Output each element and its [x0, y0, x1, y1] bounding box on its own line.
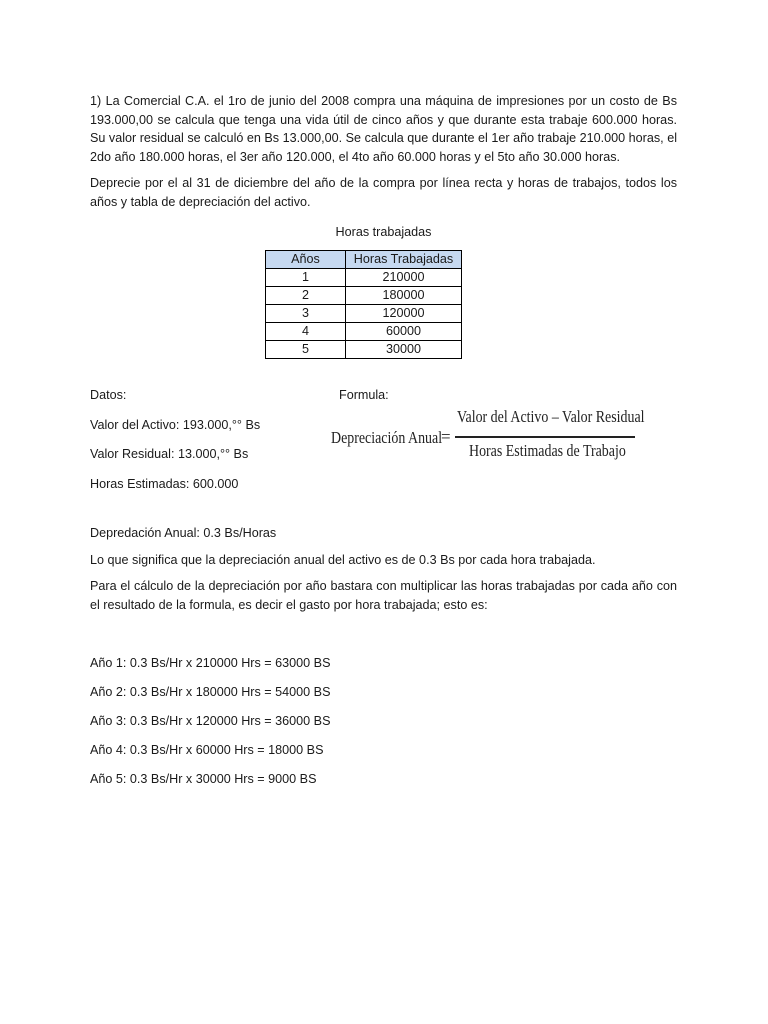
table-cell: 60000 [346, 323, 462, 341]
list-item: Año 2: 0.3 Bs/Hr x 180000 Hrs = 54000 BS [90, 684, 331, 699]
formula-numerator: Valor del Activo – Valor Residual [457, 407, 645, 427]
datos-list [90, 386, 260, 504]
instruction-text: Deprecie por el al 31 de diciembre del año de la compra por línea recta y horas de trabajos, todos los años y tabla de depreciación del activo. [90, 176, 677, 209]
table-row [266, 323, 462, 341]
calculo-text: Para el cálculo de la depreciación por año bastara con multiplicar las horas trabajadas por cada año con el resultado de la formula, es decir el gasto por hora trabajada; esto es: [90, 579, 677, 612]
list-item: Año 3: 0.3 Bs/Hr x 120000 Hrs = 36000 BS [90, 713, 331, 728]
formula-denominator: Horas Estimadas de Trabajo [469, 441, 626, 461]
list-item: Año 5: 0.3 Bs/Hr x 30000 Hrs = 9000 BS [90, 771, 317, 786]
formula-label: Formula: [339, 388, 389, 403]
table-cell: 3 [266, 305, 346, 323]
table-row [266, 341, 462, 359]
table-title: Horas trabajadas [335, 224, 432, 239]
formula-equals: = [441, 427, 451, 447]
hours-table [265, 250, 462, 359]
list-item: Año 1: 0.3 Bs/Hr x 210000 Hrs = 63000 BS [90, 655, 331, 670]
valor-residual: Valor Residual: 13.000,°° Bs [90, 447, 249, 462]
datos-formula-section [90, 386, 677, 506]
depreciacion-anual: Depredación Anual: 0.3 Bs/Horas [90, 526, 277, 541]
table-header-cell: Horas Trabajadas [346, 251, 462, 269]
table-cell: 1 [266, 269, 346, 287]
problem-statement: 1) La Comercial C.A. el 1ro de junio del 2008 compra una máquina de impresiones por un costo de Bs 193.000,00 se calcula que tenga una vida útil de cinco años y que durante esta trabaje 600.000 horas. Su valor residual se calculó en Bs 13.000,00. Se calcula que durante el 1er año trabaje 210.000 horas, el 2do año 180.000 horas, el 3er año 120.000, el 4to año 60.000 horas y el 5to año 30.000 horas. [90, 94, 677, 164]
years-list [90, 654, 677, 799]
table-row [266, 269, 462, 287]
datos-label: Datos: [90, 388, 127, 403]
table-cell: 5 [266, 341, 346, 359]
formula-lhs: Depreciación Anual [331, 428, 443, 448]
fraction-bar [455, 436, 635, 438]
document-body [90, 92, 677, 799]
table-row [266, 287, 462, 305]
table-row [266, 305, 462, 323]
table-cell: 30000 [346, 341, 462, 359]
table-header-row [266, 251, 462, 269]
list-item: Año 4: 0.3 Bs/Hr x 60000 Hrs = 18000 BS [90, 742, 324, 757]
horas-estimadas: Horas Estimadas: 600.000 [90, 476, 239, 491]
table-cell: 120000 [346, 305, 462, 323]
table-cell: 180000 [346, 287, 462, 305]
table-header-cell: Años [266, 251, 346, 269]
table-cell: 2 [266, 287, 346, 305]
table-cell: 210000 [346, 269, 462, 287]
valor-activo: Valor del Activo: 193.000,°° Bs [90, 417, 261, 432]
depreciacion-meaning: Lo que significa que la depreciación anual del activo es de 0.3 Bs por cada hora trabajada. [90, 552, 596, 567]
table-cell: 4 [266, 323, 346, 341]
formula-image [331, 406, 645, 478]
